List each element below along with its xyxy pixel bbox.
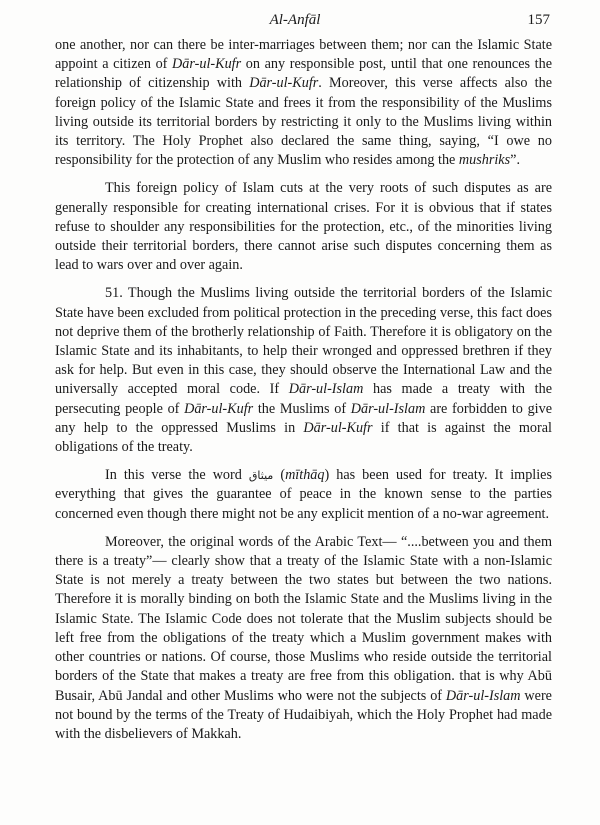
paragraph-2: This foreign policy of Islam cuts at the very roots of such disputes as are generally responsible for creating international crises. For it is obvious that if states refuse to shoulder any responsibilities for the protection, etc., of the minorities living outside their territorial borders, there cannot arise such disputes concerning them as lead to wars over and over again. <box>55 180 552 274</box>
italic-term: Dār-ul-Kufr <box>172 56 242 73</box>
paragraph-1: one another, nor can there be inter-marriages between them; nor can the Islamic State appoint a citizen of Dār-ul-Kufr on any responsible post, until that one renounces the relationship of citizenship with Dār-ul-Kufr. Moreover, this verse affects also the foreign policy of the Islamic State and frees it from the responsibility of the Muslims living outside its territorial borders by restricting it only to the Muslims living within its territory. The Holy Prophet also declared the same thing, saying, “I owe no responsibility for the protection of any Muslim who resides among the mushriks”. <box>55 37 553 169</box>
italic-term: Dār-ul-Islam <box>288 381 364 398</box>
italic-term: Dār-ul-Islam <box>350 400 426 417</box>
running-head <box>0 6 600 30</box>
italic-term: Dār-ul-Kufr <box>249 75 319 92</box>
page-number: 157 <box>527 12 550 28</box>
body-text <box>55 36 552 753</box>
italic-term: mīthāq <box>285 467 325 484</box>
paragraph-5: Moreover, the original words of the Arabic Text— “....between you and them there is a treaty”— clearly show that a treaty of the Islamic State with a non-Islamic State is not merely a treaty between the two states but between the two nations. Therefore it is morally binding on both the Islamic State and the Muslims living in the Islamic State. The Islamic Code does not tolerate that the Muslim subjects should be left free from the obligations of the treaty which a Muslim government makes with other countries or nations. Of course, those Muslims who reside outside the territorial borders of the State that makes a treaty are free from this obligation. that is why Abū Busair, Abū Jandal and other Muslims who were not the subjects of Dār-ul-Islam were not bound by the terms of the Treaty of Hudaibiyah, which the Holy Prophet had made with the disbelievers of Makkah. <box>55 533 552 742</box>
italic-term: Dār-ul-Islam <box>445 687 521 704</box>
paragraph-4: In this verse the word ميثاق (mīthāq) has been used for treaty. It implies everything that gives the guarantee of peace in the known sense to the parties concerned even though there might not be any explicit mention of a no-war agreement. <box>55 467 552 522</box>
running-title: Al-Anfāl <box>269 12 321 28</box>
italic-term: Dār-ul-Kufr <box>184 400 254 417</box>
arabic-word: ميثاق <box>248 469 274 483</box>
italic-term: mushriks <box>458 152 511 169</box>
italic-term: Dār-ul-Kufr <box>303 419 373 436</box>
paragraph-3-note-51: 51. Though the Muslims living outside the territorial borders of the Islamic State have been excluded from political protection in the preceding verse, this fact does not deprive them of the brotherly relationship of Faith. Therefore it is obligatory on the Islamic State and its inhabitants, to help their wronged and oppressed brethren if they ask for help. But even in this case, they should observe the International Law and the universally accepted moral code. If Dār-ul-Islam has made a treaty with the persecuting people of Dār-ul-Kufr the Muslims of Dār-ul-Islam are forbidden to give any help to the oppressed Muslims in Dār-ul-Kufr if that is against the moral obligations of the treaty. <box>55 285 553 456</box>
